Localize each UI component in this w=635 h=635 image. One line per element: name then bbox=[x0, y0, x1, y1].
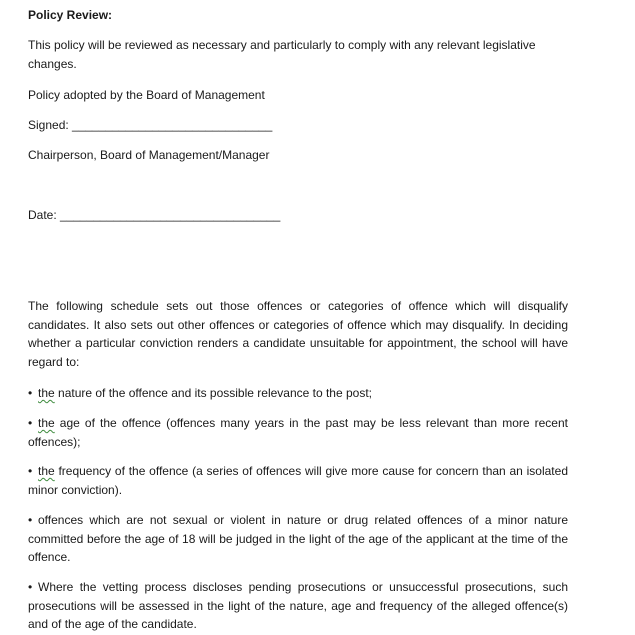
bullet-text: Where the vetting process discloses pending prosecutions or unsuccessful prosecutions, such prosecutions will be assessed in the light of the nature, age and frequency of the alleged offence(s) and of the age of the candidate. bbox=[28, 580, 568, 631]
bullet-marker: • bbox=[28, 513, 33, 527]
review-paragraph: This policy will be reviewed as necessary and particularly to comply with any relevant legislative changes. bbox=[28, 38, 536, 71]
signed-line: Signed: ______________________________ bbox=[28, 118, 273, 132]
bullet-marker: • bbox=[28, 386, 33, 400]
date-line: Date: _________________________________ bbox=[28, 208, 281, 222]
bullet-text: nature of the offence and its possible relevance to the post; bbox=[54, 386, 373, 400]
bullet-item-pending-prosecutions bbox=[28, 578, 568, 634]
bullet-marker: • bbox=[28, 464, 33, 478]
section-heading: Policy Review: bbox=[28, 8, 113, 22]
bullet-text: frequency of the offence (a series of offences will give more cause for concern than an isolated minor conviction). bbox=[28, 464, 568, 497]
spellcheck-word: the bbox=[38, 464, 55, 478]
bullet-text: age of the offence (offences many years in the past may be less relevant than more recent offences); bbox=[28, 416, 568, 449]
chairperson-line: Chairperson, Board of Management/Manager bbox=[28, 148, 270, 162]
adopted-paragraph: Policy adopted by the Board of Management bbox=[28, 88, 265, 102]
bullet-text: offences which are not sexual or violent in nature or drug related offences of a minor nature committed before the age of 18 will be judged in the light of the age of the applicant at the time of the offence. bbox=[28, 513, 568, 564]
spellcheck-word: the bbox=[38, 416, 55, 430]
bullet-item-age bbox=[28, 414, 568, 451]
schedule-intro-paragraph: The following schedule sets out those offences or categories of offence which will disqualify candidates. It also sets out other offences or categories of offence which may disqualify. In deciding whether a particular conviction renders a candidate unsuitable for appointment, the school will have regard to: bbox=[28, 299, 568, 369]
bullet-marker: • bbox=[28, 580, 33, 594]
bullet-item-minor-offences bbox=[28, 511, 568, 567]
spellcheck-word: the bbox=[38, 386, 55, 400]
bullet-item-frequency bbox=[28, 462, 568, 499]
bullet-item-nature bbox=[28, 384, 568, 403]
bullet-marker: • bbox=[28, 416, 33, 430]
